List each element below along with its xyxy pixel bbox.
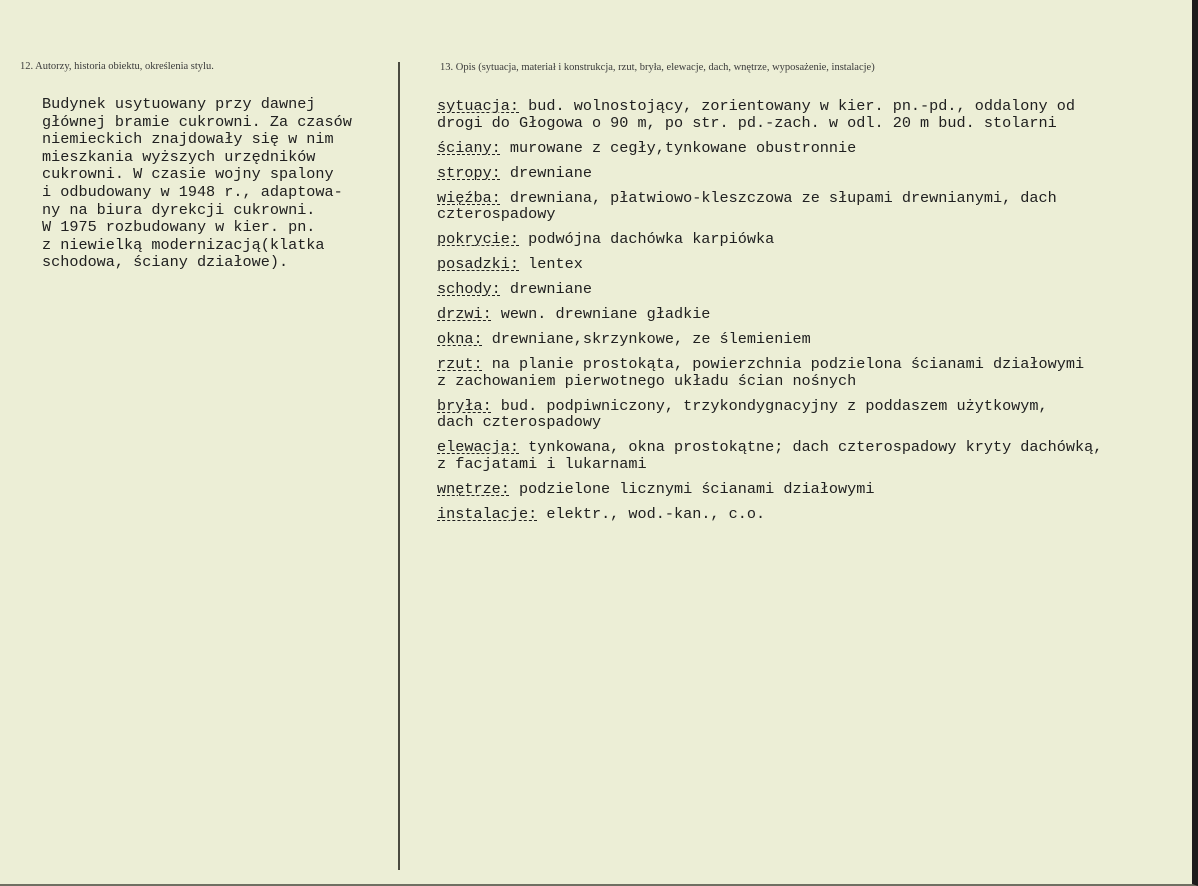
entry-text: bud. wolnostojący, zorientowany w kier. pn.-pd., oddalony od drogi do Głogowa o 90 m, po str. pd.-zach. w odl. 20 m bud. stolarni [437,97,1075,132]
entry-term: drzwi: [437,305,492,323]
entry-term: ściany: [437,138,501,157]
entry-rzut [437,356,1177,389]
entry-stropy [437,165,1177,182]
column-divider [398,62,400,870]
entry-term: stropy: [437,163,501,182]
entry-text: drewniana, płatwiowo-kleszczowa ze słupami drewnianymi, dach czterospadowy [437,188,1057,223]
entry-posadzki [437,256,1177,273]
entry-term: pokrycie: [437,230,520,248]
entry-wiezba [437,190,1177,223]
entry-term: posadzki: [437,255,520,273]
entry-term: instalacje: [437,504,538,523]
entry-wnetrze [437,481,1177,498]
entry-term: okna: [437,330,483,348]
entry-schody [437,281,1177,298]
entry-term: bryła: [437,396,492,415]
entry-term: schody: [437,280,501,298]
entry-bryla [437,398,1177,431]
entry-term: wnętrze: [437,479,510,498]
entry-text: bud. podpiwniczony, trzykondygnacyjny z poddaszem użytkowym, dach czterospadowy [437,396,1048,431]
entry-text: elektr., wod.-kan., c.o. [537,504,766,523]
description-entries [437,98,1177,531]
entry-term: rzut: [437,355,483,373]
section-12-heading: 12. Autorzy, historia obiektu, określenia stylu. [20,61,214,72]
entry-term: elewacja: [437,438,520,456]
entry-text: lentex [519,255,583,273]
entry-text: podwójna dachówka karpiówka [519,230,775,248]
section-13-heading: 13. Opis (sytuacja, materiał i konstrukcja, rzut, bryła, elewacje, dach, wnętrze, wyposażenie, instalacje) [440,62,875,73]
entry-text: murowane z cegły,tynkowane obustronnie [500,138,857,157]
entry-okna [437,331,1177,348]
entry-text: na planie prostokąta, powierzchnia podzielona ścianami działowymi z zachowaniem pierwotnego układu ścian nośnych [437,355,1085,390]
entry-elewacja [437,439,1177,472]
entry-text: drewniane,skrzynkowe, ze ślemieniem [482,330,811,348]
entry-pokrycie [437,231,1177,248]
entry-term: sytuacja: [437,97,520,115]
entry-sytuacja [437,98,1177,131]
entry-term: więźba: [437,188,501,207]
entry-instalacje [437,506,1177,523]
entry-sciany [437,140,1177,157]
history-text: Budynek usytuowany przy dawnej głównej bramie cukrowni. Za czasów niemieckich znajdowały się w nim mieszkania wyższych urzędników cukrowni. W czasie wojny spalony i odbudowany w 1948 r., adaptowa- ny na biura dyrekcji cukrowni. W 1975 rozbudowany w kier. pn. z niewielką modernizacją(klatka schodowa, ściany działowe). [42,95,352,272]
entry-text: drewniane [500,280,592,298]
entry-text: drewniane [500,163,592,182]
entry-text: podzielone licznymi ścianami działowymi [509,479,875,498]
entry-text: tynkowana, okna prostokątne; dach czterospadowy kryty dachówką, z facjatami i lukarnami [437,438,1103,473]
entry-drzwi [437,306,1177,323]
entry-text: wewn. drewniane gładkie [491,305,711,323]
